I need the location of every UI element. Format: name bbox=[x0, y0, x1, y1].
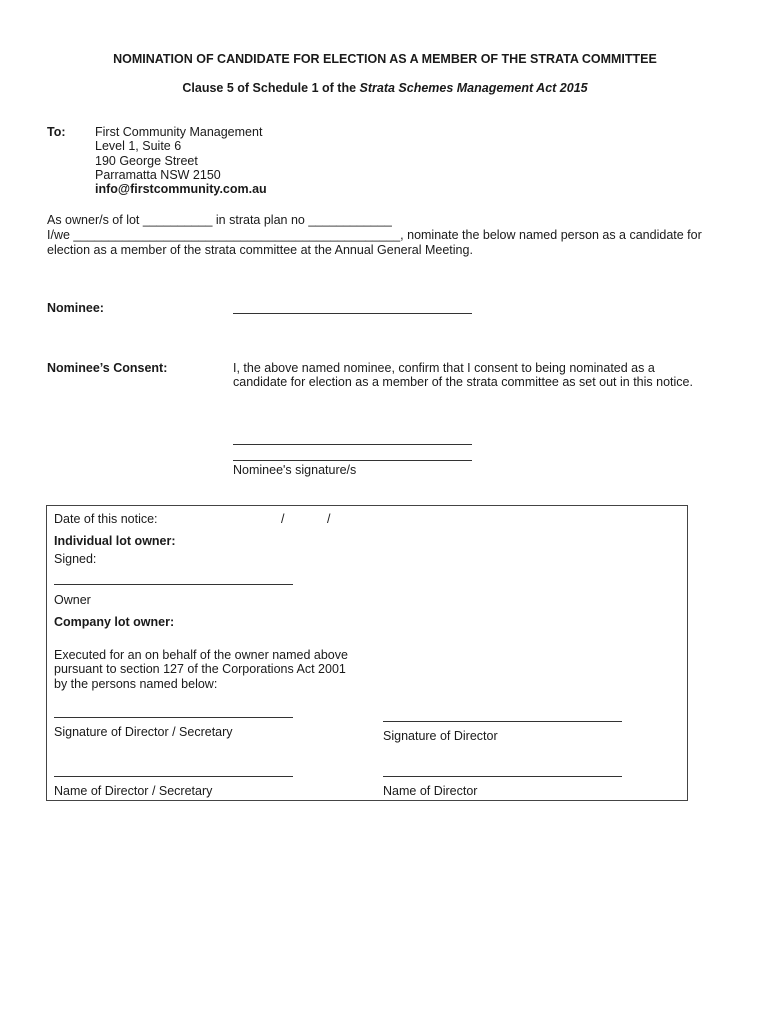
nominee-signature-line-1[interactable] bbox=[233, 444, 472, 445]
page-subtitle bbox=[0, 81, 770, 95]
signed-label: Signed: bbox=[54, 552, 97, 566]
director-secretary-signature-line[interactable] bbox=[54, 717, 293, 718]
address-line-3: 190 George Street bbox=[95, 154, 198, 168]
owner-signature-line[interactable] bbox=[54, 584, 293, 585]
date-separator-1: / bbox=[281, 512, 285, 526]
address-line-2: Level 1, Suite 6 bbox=[95, 139, 182, 153]
strata-plan-text: in strata plan no bbox=[215, 213, 305, 227]
owner-names-blank[interactable]: _______________________________________________ bbox=[73, 228, 401, 242]
nominee-name-line[interactable] bbox=[233, 313, 472, 314]
strata-plan-blank[interactable]: ____________ bbox=[308, 213, 392, 227]
director-name-line[interactable] bbox=[383, 776, 622, 777]
consent-text-line-1: I, the above named nominee, confirm that I consent to being nominated as a bbox=[233, 361, 655, 375]
owner-of-lot-text: As owner/s of lot bbox=[47, 213, 140, 227]
statement-line-3: election as a member of the strata committee at the Annual General Meeting. bbox=[47, 243, 473, 257]
director-secretary-name-line[interactable] bbox=[54, 776, 293, 777]
consent-label: Nominee’s Consent: bbox=[47, 361, 168, 375]
address-line-1: First Community Management bbox=[95, 125, 263, 139]
individual-owner-heading: Individual lot owner: bbox=[54, 534, 176, 548]
nominee-signature-line-2[interactable] bbox=[233, 460, 472, 461]
company-owner-heading: Company lot owner: bbox=[54, 615, 175, 629]
statement-line-1 bbox=[47, 213, 392, 227]
nominate-text: , nominate the below named person as a candidate for bbox=[400, 228, 702, 242]
date-separator-2: / bbox=[327, 512, 331, 526]
subtitle-act-name: Strata Schemes Management Act 2015 bbox=[359, 81, 588, 95]
lot-number-blank[interactable]: __________ bbox=[142, 213, 213, 227]
director-signature-line[interactable] bbox=[383, 721, 622, 722]
iwe-text: I/we bbox=[47, 228, 70, 242]
statement-line-2 bbox=[47, 228, 702, 242]
page-title: NOMINATION OF CANDIDATE FOR ELECTION AS A MEMBER OF THE STRATA COMMITTEE bbox=[113, 52, 657, 66]
date-label: Date of this notice: bbox=[54, 512, 158, 526]
nominee-signature-caption: Nominee's signature/s bbox=[233, 463, 357, 477]
director-secretary-signature-caption: Signature of Director / Secretary bbox=[54, 725, 233, 739]
owner-caption: Owner bbox=[54, 593, 91, 607]
consent-text-line-2: candidate for election as a member of the strata committee as set out in this notice. bbox=[233, 375, 693, 389]
executed-text-line-3: by the persons named below: bbox=[54, 677, 218, 691]
director-name-caption: Name of Director bbox=[383, 784, 478, 798]
to-label: To: bbox=[47, 125, 66, 139]
director-secretary-name-caption: Name of Director / Secretary bbox=[54, 784, 213, 798]
subtitle-prefix: Clause 5 of Schedule 1 of the bbox=[182, 81, 360, 95]
director-signature-caption: Signature of Director bbox=[383, 729, 498, 743]
address-line-4: Parramatta NSW 2150 bbox=[95, 168, 221, 182]
email-address: info@firstcommunity.com.au bbox=[95, 182, 267, 196]
nominee-label: Nominee: bbox=[47, 301, 104, 315]
executed-text-line-2: pursuant to section 127 of the Corporations Act 2001 bbox=[54, 662, 346, 676]
executed-text-line-1: Executed for an on behalf of the owner named above bbox=[54, 648, 348, 662]
